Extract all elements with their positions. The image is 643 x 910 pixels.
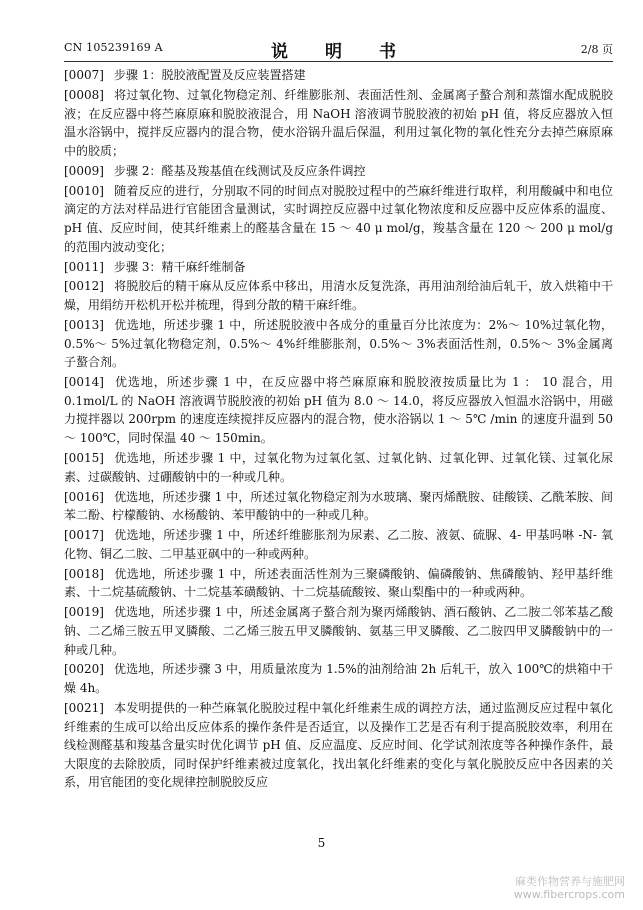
paragraph xyxy=(64,660,613,697)
paragraph-text: 优选地，所述步骤 1 中，过氧化物为过氧化氢、过氧化钠、过氧化钾、过氧化镁、过氧化尿素、过碳酸钠、过硼酸钠中的一种或几种。 xyxy=(64,451,613,484)
paragraph-number: [0010] xyxy=(64,183,104,198)
paragraph-text: 步骤 1：脱胶液配置及反应装置搭建 xyxy=(114,68,306,82)
paragraph-text: 优选地，所述步骤 1 中，在反应器中将苎麻原麻和脱胶液按质量比为 1 ： 10 混合，用 0.1mol/L 的 NaOH 溶液调节脱胶液的初始 pH 值为 8.0 ～ 14.0，将反应器放入恒温水浴锅中，用磁力搅拌器以 200rpm 的速度连续搅拌反应器内的混合物，使水浴锅以 1 ～ 5℃ /min 的速度升温到 50 ～ 100℃，同时保温 40 ～ 150min。 xyxy=(64,375,613,446)
paragraph xyxy=(64,488,613,525)
paragraph-number: [0015] xyxy=(64,451,104,465)
paragraph-text: 优选地，所述步骤 3 中，用质量浓度为 1.5%的油剂给油 2h 后轧干，放入 100℃的烘箱中干燥 4h。 xyxy=(64,662,613,696)
page-number: 5 xyxy=(317,836,326,850)
paragraph xyxy=(64,449,613,486)
paragraph xyxy=(64,258,613,277)
paragraph-text: 优选地，所述步骤 1 中，所述金属离子螯合剂为聚丙烯酸钠、酒石酸钠、乙二胺二邻苯基乙酸钠、二乙烯三胺五甲叉膦酸、二乙烯三胺五甲叉膦酸钠、氨基三甲叉膦酸、乙二胺四甲叉膦酸钠中的一种或几种。 xyxy=(64,605,613,657)
paragraph-number: [0020] xyxy=(64,662,104,677)
patent-number: CN 105239169 A xyxy=(64,41,163,54)
paragraph-text: 随着反应的进行，分别取不同的时间点对脱胶过程中的苎麻纤维进行取样，利用酸碱中和电位滴定的方法对样品进行官能团含量测试，实时调控反应器中过氧化物浓度和反应器中反应体系的温度、pH 值、反应时间，使其纤维素上的醛基含量在 15 ～ 40 μ mol/g，羧基含量在 120 ～ 200 μ mol/g 的范围内波动变化； xyxy=(64,183,613,254)
page-header xyxy=(64,37,613,62)
paragraph-text: 本发明提供的一种苎麻氧化脱胶过程中氧化纤维素生成的调控方法，通过监测反应过程中氧化纤维素的生成可以给出反应体系的操作条件是否适宜，以及操作工艺是否有利于提高脱胶效率，利用在线检测醛基和羧基含量实时优化调节 pH 值、反应温度、反应时间、化学试剂浓度等各种操作条件，最大限度的去除胶质，同时保护纤维素被过度氧化，找出氧化纤维素的变化与氧化脱胶反应中各因素的关系，用官能团的变化规律控制脱胶反应 xyxy=(64,701,613,790)
watermark-site-name: 麻类作物营养与施肥网 xyxy=(515,875,625,888)
header-rule xyxy=(64,61,613,62)
paragraph-number: [0009] xyxy=(64,163,104,178)
paragraph xyxy=(64,699,613,792)
paragraph-text: 优选地，所述步骤 1 中，所述表面活性剂为三聚磷酸钠、偏磷酸钠、焦磷酸钠、羟甲基纤维素、十二烷基硫酸钠、十二烷基苯磺酸钠、十二烷基硫酸铵、聚山梨酯中的一种或两种。 xyxy=(64,566,613,600)
paragraph-number: [0018] xyxy=(64,566,104,581)
paragraph-text: 将过氧化物、过氧化物稳定剂、纤维膨胀剂、表面活性剂、金属离子螯合剂和蒸馏水配成脱胶液；在反应器中将苎麻原麻和脱胶液混合，用 NaOH 溶液调节脱胶液的初始 pH 值，将反应器放入恒温水浴锅中，搅拌反应器内的混合物，使水浴锅升温后保温，利用过氧化物的氧化性充分去掉苎麻原麻中的胶质； xyxy=(64,87,613,158)
paragraph-number: [0019] xyxy=(64,605,104,620)
paragraph xyxy=(64,277,613,314)
document-body xyxy=(64,66,613,793)
paragraph xyxy=(64,182,613,256)
paragraph-number: [0021] xyxy=(64,701,104,716)
watermark-url: www.fibercrops.com xyxy=(513,888,625,901)
paragraph-number: [0008] xyxy=(64,87,104,102)
paragraph-text: 将脱胶后的精干麻从反应体系中移出，用清水反复洗涤，再用油剂给油后轧干，放入烘箱中干燥，用绢纺开松机开松并梳理，得到分散的精干麻纤维。 xyxy=(64,279,613,313)
paragraph xyxy=(64,565,613,602)
paragraph-text: 步骤 2：醛基及羧基值在线测试及反应条件调控 xyxy=(114,163,366,178)
paragraph-number: [0014] xyxy=(64,375,104,390)
page-indicator: 2/8 页 xyxy=(580,43,613,56)
paragraph xyxy=(64,66,613,85)
paragraph-number: [0013] xyxy=(64,318,104,333)
paragraph-text: 优选地，所述步骤 1 中，所述脱胶液中各成分的重量百分比浓度为：2%～ 10%过氧化物，0.5%～ 5%过氧化物稳定剂，0.5%～ 4%纤维膨胀剂，0.5%～ 3%表面活性剂，0.5%～ 3%金属离子螯合剂。 xyxy=(64,318,613,370)
watermark xyxy=(514,875,625,901)
paragraph-text: 优选地，所述步骤 1 中，所述过氧化物稳定剂为水玻璃、聚丙烯酰胺、硅酸镁、乙酰苯胺、间苯二酚、柠檬酸钠、水杨酸钠、苯甲酸钠中的一种或几种。 xyxy=(64,489,613,523)
paragraph-text: 优选地，所述步骤 1 中，所述纤维膨胀剂为尿素、乙二胺、液氨、硫脲、4- 甲基吗啉 -N- 氧化物、铜乙二胺、二甲基亚砜中的一种或两种。 xyxy=(64,528,613,561)
paragraph xyxy=(64,526,613,563)
paragraph-number: [0011] xyxy=(64,259,104,274)
paragraph xyxy=(64,373,613,447)
paragraph-number: [0007] xyxy=(64,68,104,82)
document-title: 说 明 书 xyxy=(271,42,406,62)
paragraph-text: 步骤 3：精干麻纤维制备 xyxy=(114,259,246,274)
paragraph-number: [0012] xyxy=(64,279,104,294)
paragraph-number: [0016] xyxy=(64,489,104,504)
paragraph xyxy=(64,162,613,181)
paragraph xyxy=(64,86,613,160)
paragraph xyxy=(64,316,613,372)
paragraph-number: [0017] xyxy=(64,528,104,543)
paragraph xyxy=(64,603,613,659)
